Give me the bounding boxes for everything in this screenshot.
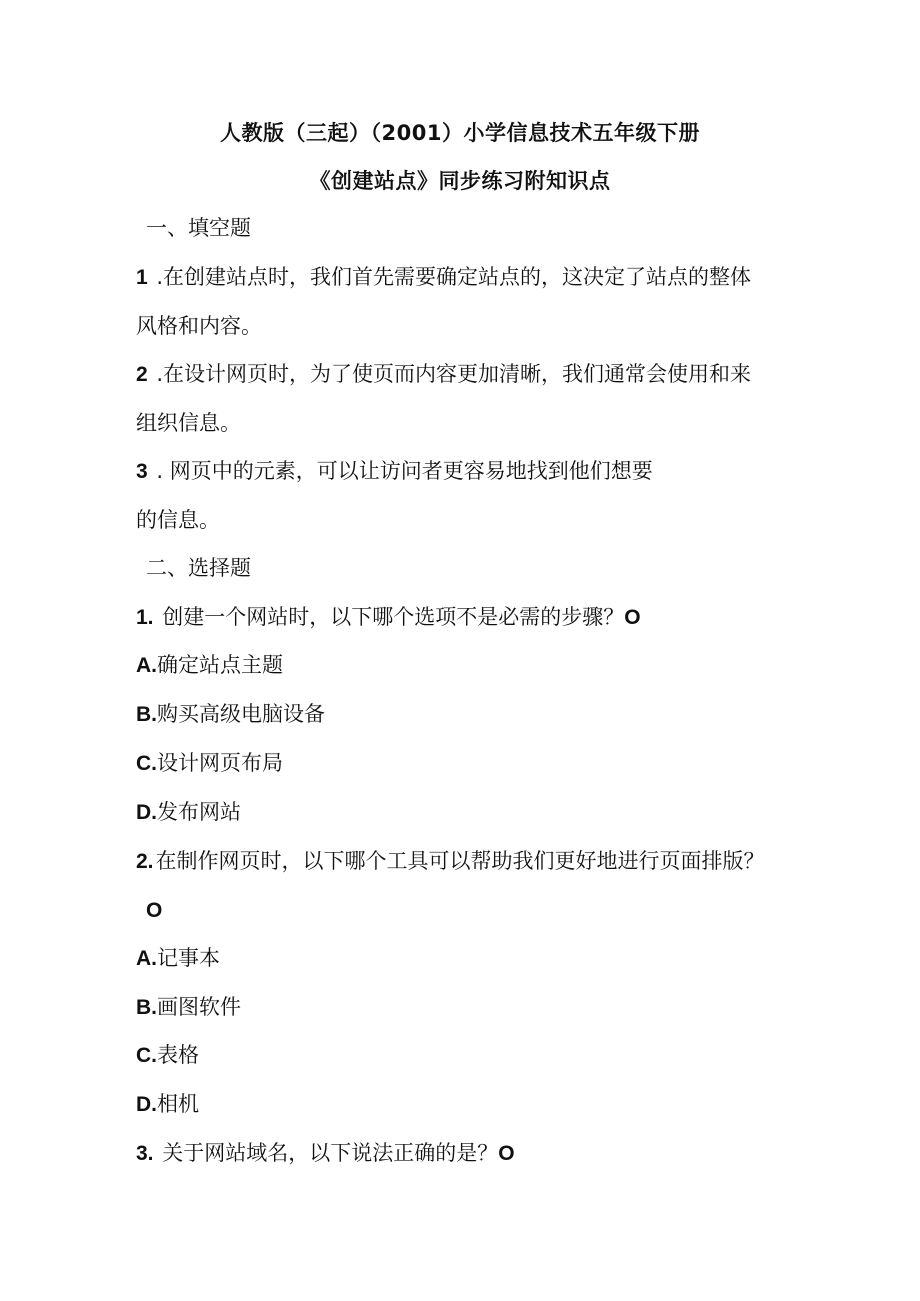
section-heading-multiple-choice: 二、选择题 <box>146 556 251 580</box>
question-text: 在制作网页时，以下哪个工具可以帮助我们更好地进行页面排版？ <box>155 849 765 873</box>
q2-option-b <box>136 992 241 1023</box>
q2-option-a <box>136 943 220 974</box>
option-text: 确定站点主题 <box>157 653 283 677</box>
fill-blank-item-2-line2: 组织信息。 <box>136 411 241 435</box>
fill-blank-item-3-line1 <box>136 456 653 487</box>
question-number: 1. <box>136 606 154 629</box>
option-letter: C. <box>136 1044 157 1067</box>
option-letter: D. <box>136 1093 157 1116</box>
q1-option-a <box>136 650 283 681</box>
question-1 <box>136 602 641 633</box>
question-3 <box>136 1138 515 1169</box>
fill-blank-item-2-line1 <box>136 359 751 390</box>
question-number: 2. <box>136 850 154 873</box>
option-letter: A. <box>136 947 157 970</box>
item-number: 2 <box>136 363 148 386</box>
fill-blank-item-1-line2: 风格和内容。 <box>136 314 262 338</box>
item-number: 1 <box>136 266 148 289</box>
question-2-answer-mark <box>146 895 162 926</box>
question-2 <box>136 846 765 877</box>
q2-option-d <box>136 1089 199 1120</box>
item-text: .在设计网页时，为了使页而内容更加清晰，我们通常会使用和来 <box>149 362 752 386</box>
option-letter: B. <box>136 703 157 726</box>
q1-option-d <box>136 797 241 828</box>
option-text: 购买高级电脑设备 <box>157 702 325 726</box>
option-letter: C. <box>136 752 157 775</box>
fill-blank-item-3-line2: 的信息。 <box>136 508 220 532</box>
answer-blank-mark: O <box>624 606 641 629</box>
option-text: 表格 <box>157 1043 199 1067</box>
question-number: 3. <box>136 1142 154 1165</box>
question-text: 创建一个网站时，以下哪个选项不是必需的步骤？ <box>155 605 625 629</box>
answer-blank-mark: O <box>146 899 163 922</box>
q1-option-c <box>136 748 283 779</box>
option-letter: A. <box>136 654 157 677</box>
q2-option-c <box>136 1040 199 1071</box>
option-text: 相机 <box>157 1092 199 1116</box>
option-letter: B. <box>136 996 157 1019</box>
option-text: 发布网站 <box>157 800 241 824</box>
answer-blank-mark: O <box>498 1142 515 1165</box>
section-heading-fill-blank: 一、填空题 <box>146 216 251 240</box>
item-text: . 网页中的元素，可以让访问者更容易地找到他们想要 <box>149 459 653 483</box>
option-letter: D. <box>136 801 157 824</box>
document-subtitle: 《创建站点》同步练习附知识点 <box>309 169 611 193</box>
question-text: 关于网站域名，以下说法正确的是？ <box>155 1141 499 1165</box>
option-text: 设计网页布局 <box>157 751 283 775</box>
item-text: .在创建站点时，我们首先需要确定站点的，这决定了站点的整体 <box>149 265 752 289</box>
q1-option-b <box>136 699 325 730</box>
fill-blank-item-1-line1 <box>136 262 751 293</box>
item-number: 3 <box>136 460 148 483</box>
option-text: 记事本 <box>157 946 220 970</box>
option-text: 画图软件 <box>157 995 241 1019</box>
document-title: 人教版（三起）（2001）小学信息技术五年级下册 <box>220 121 700 145</box>
